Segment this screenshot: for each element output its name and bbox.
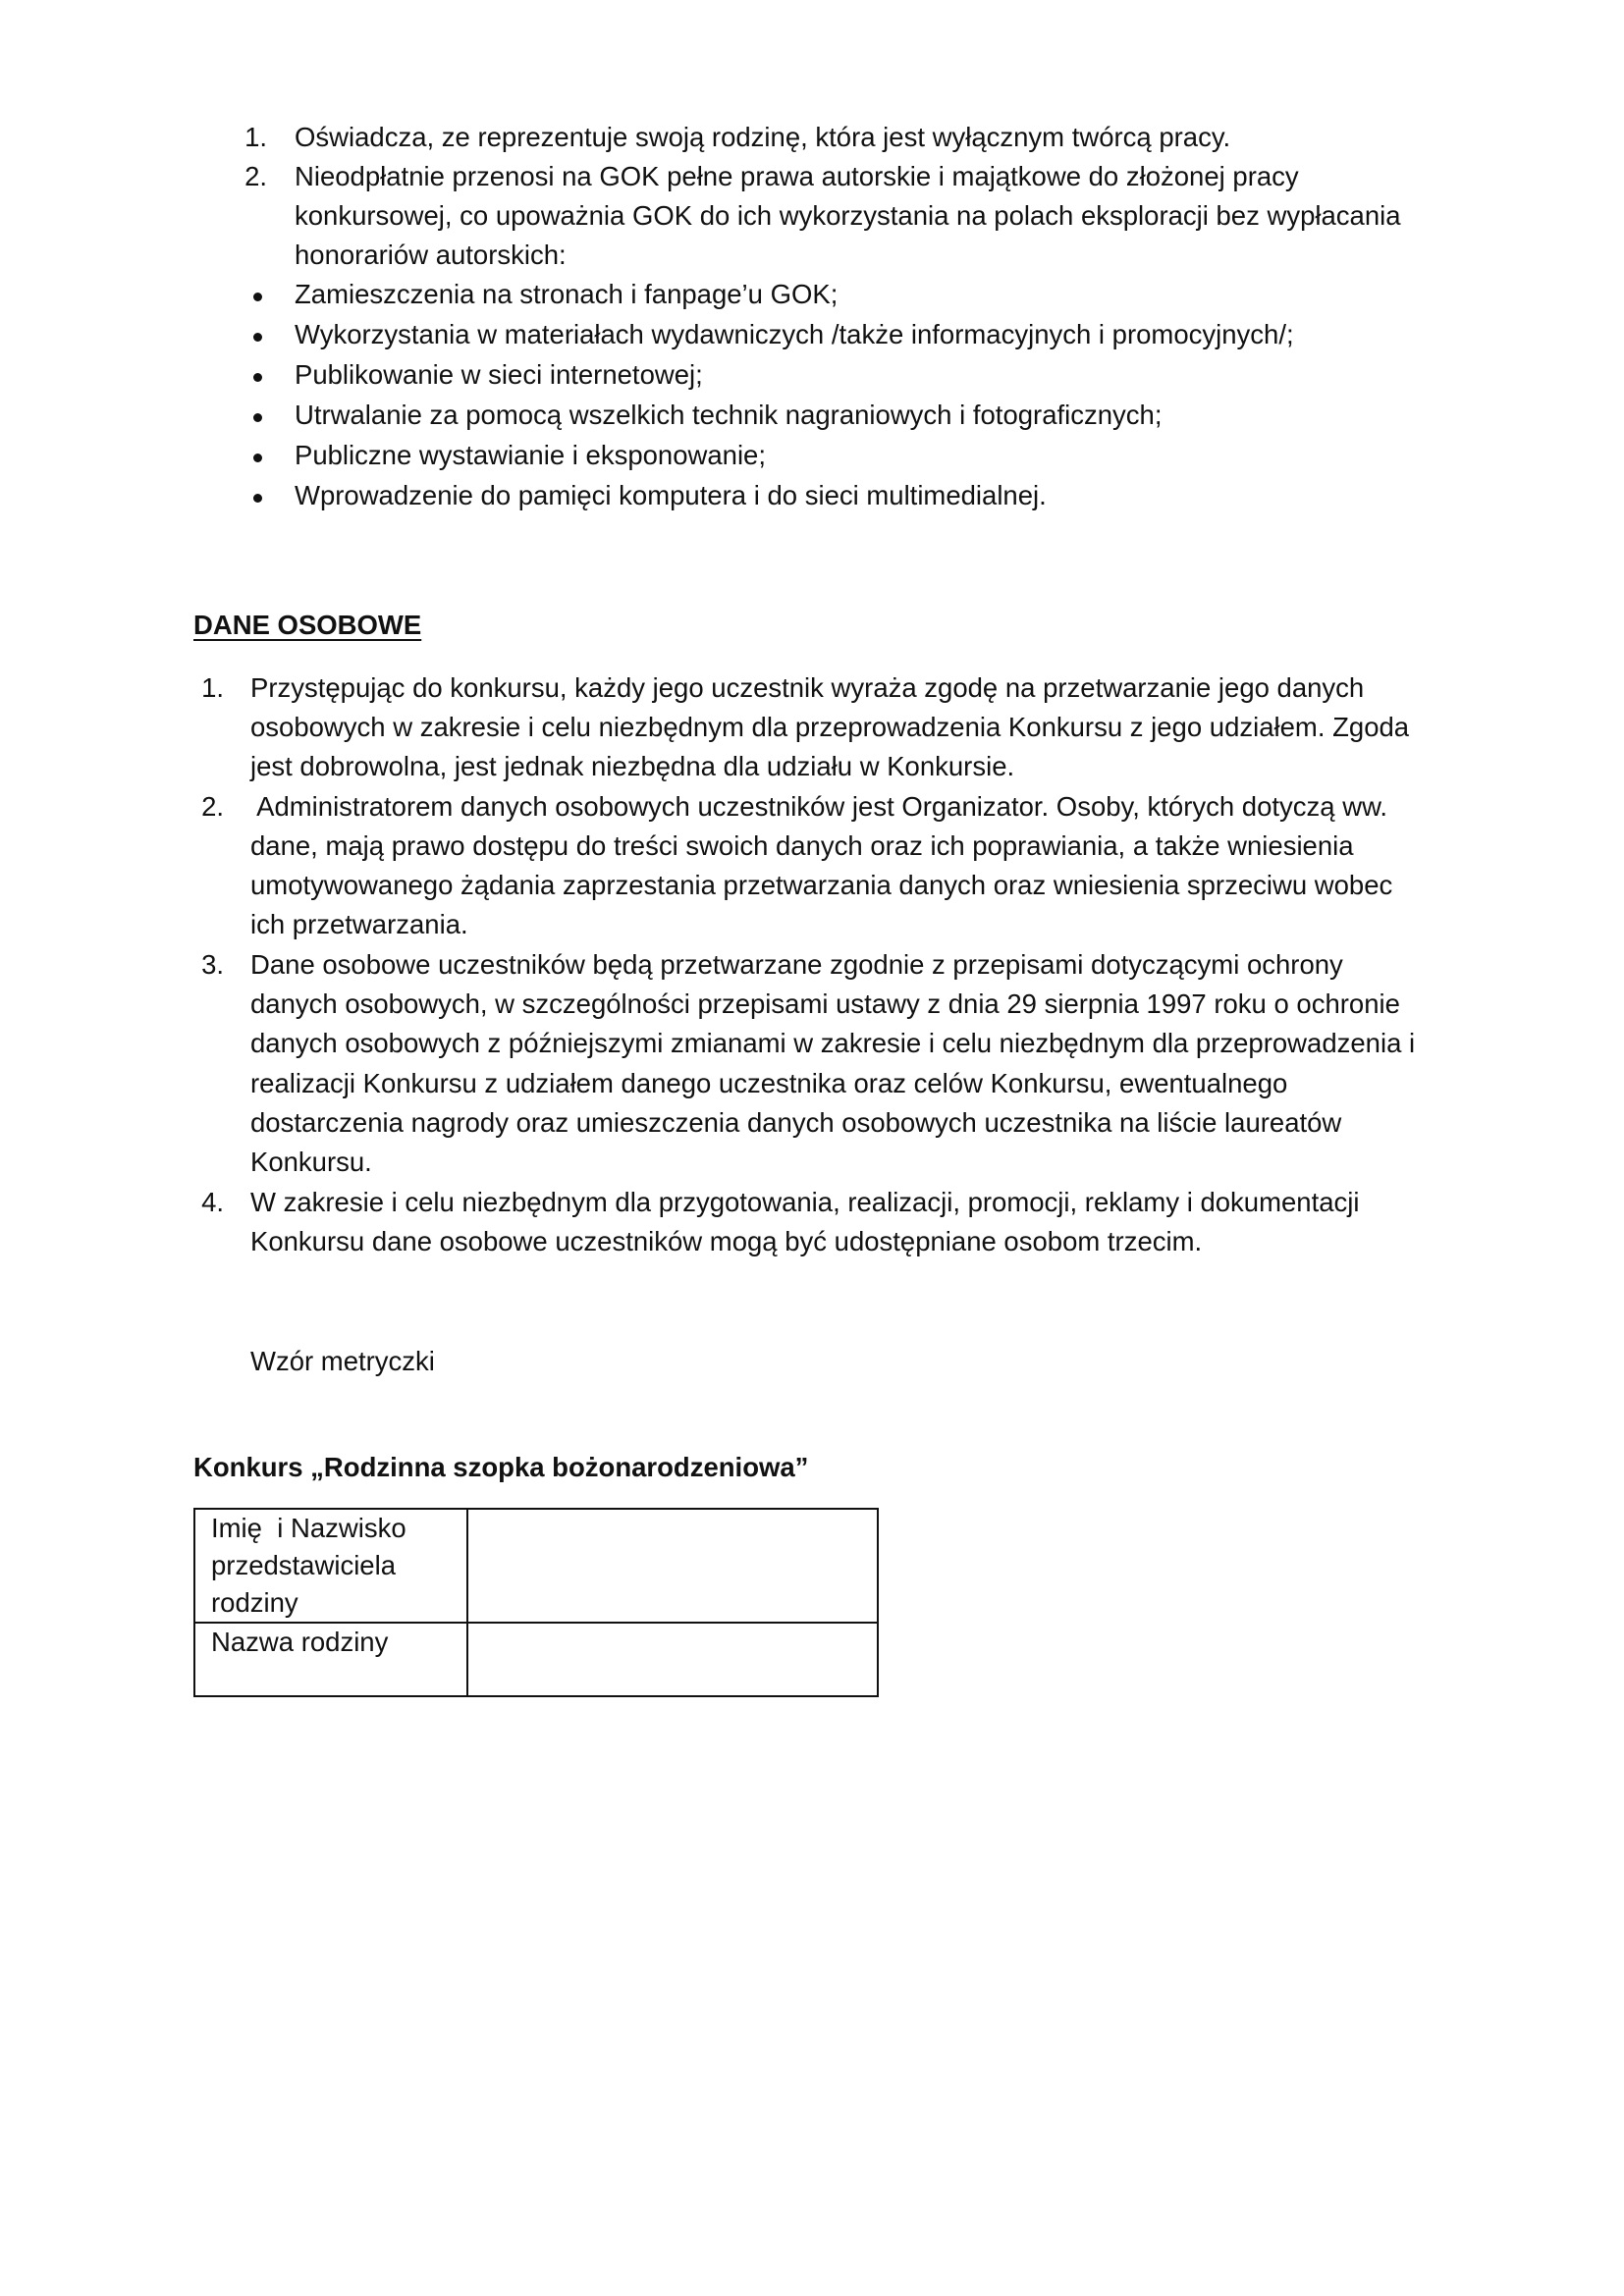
table-label-line: Imię i Nazwisko: [211, 1513, 406, 1543]
list-marker: 1.: [201, 672, 224, 703]
bullet-icon: [253, 333, 262, 342]
template-caption: Wzór metryczki: [250, 1346, 435, 1376]
bullet-item: Publiczne wystawianie i eksponowanie;: [295, 440, 766, 470]
list-item-line: Oświadcza, ze reprezentuje swoją rodzinę, która jest wyłącznym twórcą pracy.: [295, 122, 1231, 152]
list-item-line: W zakresie i celu niezbędnym dla przygotowania, realizacji, promocji, reklamy i dokumentacji: [250, 1187, 1360, 1217]
bullet-item: Utrwalanie za pomocą wszelkich technik nagraniowych i fotograficznych;: [295, 400, 1163, 430]
list-item-line: dane, mają prawo dostępu do treści swoich danych oraz ich poprawiania, a także wniesienia: [250, 830, 1354, 861]
bullet-icon: [253, 293, 262, 301]
list-item-line: Konkursu.: [250, 1147, 372, 1177]
table-row: [194, 1623, 878, 1696]
table-label-cell: [194, 1509, 467, 1623]
table-label-line: przedstawiciela: [211, 1550, 397, 1580]
section-heading-dane-osobowe: DANE OSOBOWE: [193, 610, 422, 640]
table-row: [194, 1509, 878, 1623]
table-value-cell[interactable]: [467, 1623, 878, 1696]
list-marker: 2.: [244, 161, 267, 191]
list-marker: 2.: [201, 791, 224, 822]
list-item-line: ich przetwarzania.: [250, 909, 468, 939]
list-marker: 1.: [244, 122, 267, 152]
list-marker: 4.: [201, 1187, 224, 1217]
list-item-line: Dane osobowe uczestników będą przetwarzane zgodnie z przepisami dotyczącymi ochrony: [250, 949, 1343, 980]
list-item-line: Przystępując do konkursu, każdy jego uczestnik wyraża zgodę na przetwarzanie jego danych: [250, 672, 1365, 703]
list-item-line: jest dobrowolna, jest jednak niezbędna dla udziału w Konkursie.: [250, 751, 1015, 781]
list-item-line: umotywowanego żądania zaprzestania przetwarzania danych oraz wniesienia sprzeciwu wobec: [250, 870, 1393, 900]
table-label-line: Nazwa rodziny: [211, 1627, 389, 1657]
list-item-line: danych osobowych z późniejszymi zmianami w zakresie i celu niezbędnym dla przeprowadzenia i: [250, 1028, 1416, 1058]
list-item-line: danych osobowych, w szczególności przepisami ustawy z dnia 29 sierpnia 1997 roku o ochronie: [250, 988, 1400, 1019]
list-item-line: Nieodpłatnie przenosi na GOK pełne prawa autorskie i majątkowe do złożonej pracy: [295, 161, 1299, 191]
list-item-line: dostarczenia nagrody oraz umieszczenia danych osobowych uczestnika na liście laureatów: [250, 1107, 1342, 1138]
bullet-item: Publikowanie w sieci internetowej;: [295, 359, 703, 390]
bullet-icon: [253, 494, 262, 503]
list-item-line: realizacji Konkursu z udziałem danego uczestnika oraz celów Konkursu, ewentualnego: [250, 1068, 1288, 1098]
table-label-line: rodziny: [211, 1587, 298, 1618]
bullet-item: Zamieszczenia na stronach i fanpage’u GOK;: [295, 279, 839, 309]
list-item-line: osobowych w zakresie i celu niezbędnym dla przeprowadzenia Konkursu z jego udziałem. Zgoda: [250, 712, 1410, 742]
list-item-line: honorariów autorskich:: [295, 240, 567, 270]
contest-title: Konkurs „Rodzinna szopka bożonarodzeniowa”: [193, 1452, 809, 1482]
table-value-cell[interactable]: [467, 1509, 878, 1623]
bullet-icon: [253, 373, 262, 382]
metryczka-table: [193, 1508, 879, 1697]
bullet-item: Wprowadzenie do pamięci komputera i do sieci multimedialnej.: [295, 480, 1047, 510]
table-label-cell: [194, 1623, 467, 1696]
bullet-icon: [253, 454, 262, 462]
list-marker: 3.: [201, 949, 224, 980]
list-item-line: Konkursu dane osobowe uczestników mogą być udostępniane osobom trzecim.: [250, 1226, 1203, 1256]
list-item-line: konkursowej, co upoważnia GOK do ich wykorzystania na polach eksploracji bez wypłacania: [295, 200, 1401, 231]
bullet-item: Wykorzystania w materiałach wydawniczych /także informacyjnych i promocyjnych/;: [295, 319, 1294, 349]
bullet-icon: [253, 413, 262, 422]
list-item-line: Administratorem danych osobowych uczestników jest Organizator. Osoby, których dotyczą ww.: [250, 791, 1388, 822]
